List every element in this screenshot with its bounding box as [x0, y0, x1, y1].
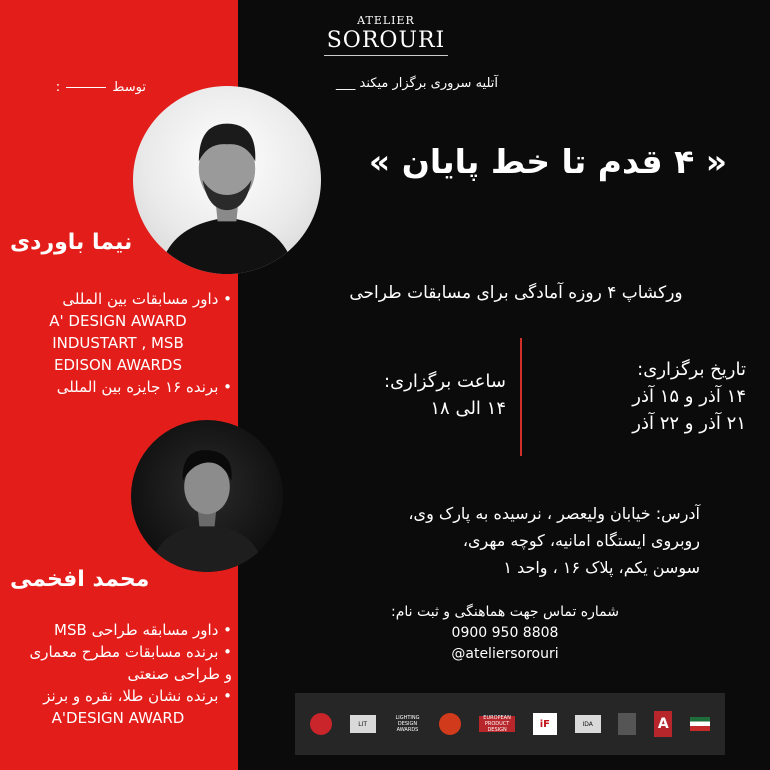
bio-line: • داور مسابقه طراحی MSB — [54, 621, 232, 639]
contact-block — [380, 602, 630, 665]
award-logos-bar — [295, 693, 725, 755]
address-line: سوسن یکم، پلاک ۱۶ ، واحد ۱ — [503, 558, 700, 577]
bio-line: • برنده نشان طلا، نقره و برنز — [43, 687, 232, 705]
ida-logo-icon: IDA — [575, 715, 601, 733]
bio-line: • برنده ۱۶ جایزه بین المللی — [56, 378, 232, 396]
hours-value: ۱۴ الی ۱۸ — [430, 398, 506, 419]
brand-underline — [324, 55, 448, 56]
award-logo-1-icon — [310, 713, 332, 735]
dates-block — [530, 356, 746, 437]
bio-line: INDUSTART , MSB — [52, 334, 184, 352]
instructor2-bio — [4, 619, 232, 729]
a-design-award-icon: A — [654, 711, 672, 737]
workshop-title: « ۴ قدم تا خط پایان » — [368, 142, 728, 181]
bio-line: A'DESIGN AWARD — [51, 709, 185, 727]
hours-label: ساعت برگزاری: — [384, 371, 506, 392]
brand-atelier: ATELIER — [357, 14, 415, 27]
portrait-icon — [131, 420, 283, 572]
dates-line2: ۲۱ آذر و ۲۲ آذر — [632, 413, 746, 434]
dates-line1: ۱۴ آذر و ۱۵ آذر — [632, 386, 746, 407]
instructor2-photo — [131, 420, 283, 572]
by-dash — [66, 87, 106, 88]
brand-logo — [316, 14, 456, 56]
tagline: آتلیه سروری برگزار میکند ___ — [335, 76, 498, 91]
info-divider — [520, 338, 522, 456]
workshop-subtitle: ورکشاپ ۴ روزه آمادگی برای مسابقات طراحی — [349, 283, 683, 303]
instructor1-bio — [4, 288, 232, 398]
instructor2-name: محمد افخمی — [10, 567, 150, 592]
industart-logo-icon — [618, 713, 636, 735]
bio-line: • داور مسابقات بین المللی — [62, 290, 232, 308]
if-design-award-icon: iF — [533, 713, 557, 735]
address-block — [320, 500, 700, 581]
hours-block — [300, 368, 506, 422]
address-line: آدرس: خیابان ولیعصر ، نرسیده به پارک وی، — [408, 504, 700, 523]
lighting-design-awards-icon: LIGHTING DESIGN AWARDS — [395, 715, 420, 733]
address-line: روبروی ایستگاه امانیه، کوچه مهری، — [462, 531, 700, 550]
by-text: توسط — [112, 80, 146, 95]
msb-logo-icon — [690, 717, 710, 731]
red-dot-logo-icon — [439, 713, 461, 735]
by-label: توسط : — [55, 80, 146, 95]
brand-sorouri: SOROURI — [326, 28, 446, 53]
instructor1-name: نیما باوردی — [10, 230, 133, 255]
bio-line: A' DESIGN AWARD — [49, 312, 187, 330]
dates-label: تاریخ برگزاری: — [637, 359, 746, 380]
contact-phone[interactable]: 0900 950 8808 — [451, 625, 559, 641]
lit-logo-icon: LIT — [350, 715, 376, 733]
european-product-design-award-icon: EUROPEAN PRODUCT DESIGN — [479, 716, 515, 732]
bio-line: EDISON AWARDS — [54, 356, 182, 374]
contact-handle[interactable]: @ateliersorouri — [451, 646, 559, 662]
bio-line: و طراحی صنعتی — [127, 665, 232, 683]
bio-line: • برنده مسابقات مطرح معماری — [29, 643, 232, 661]
contact-label: شماره تماس جهت هماهنگی و ثبت نام: — [390, 604, 619, 620]
